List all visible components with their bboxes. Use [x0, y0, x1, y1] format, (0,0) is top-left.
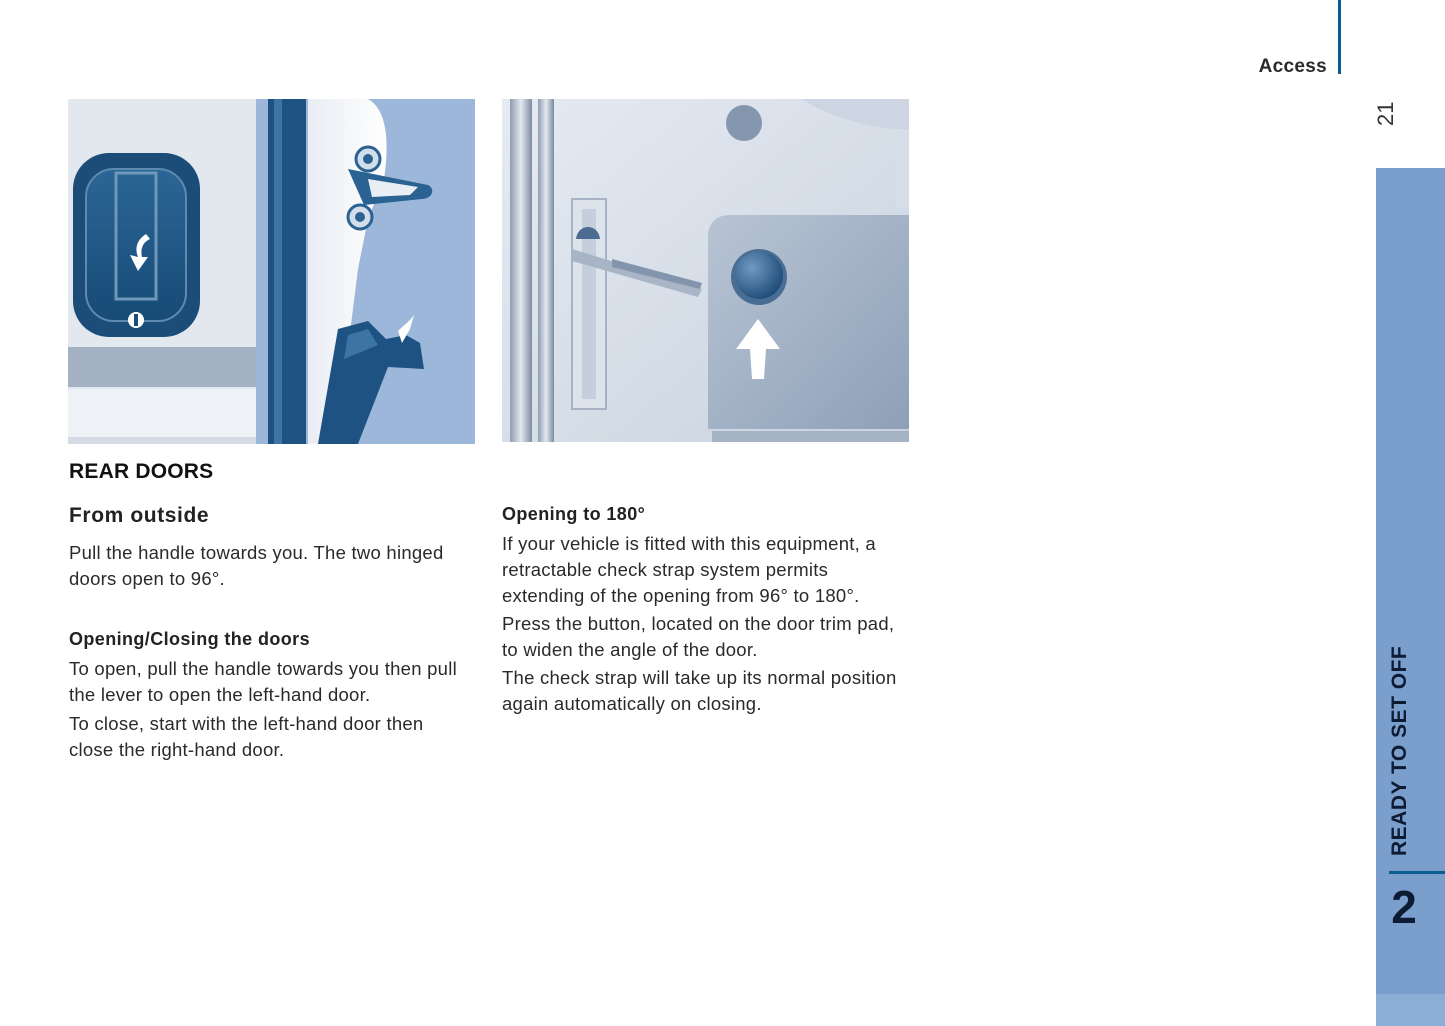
chapter-number: 2	[1391, 881, 1417, 933]
check-strap-illustration	[502, 99, 909, 442]
chapter-tab-footer	[1376, 994, 1445, 1026]
chapter-title: READY TO SET OFF	[1388, 645, 1411, 856]
press-button-paragraph: Press the button, located on the door trim pad, to widen the angle of the door.	[502, 613, 895, 660]
chapter-rule	[1389, 871, 1445, 874]
header-rule	[1338, 0, 1341, 74]
opening-paragraph: To open, pull the handle towards you then pull the lever to open the left-hand door.	[69, 658, 457, 705]
opening-180-heading: Opening to 180°	[502, 504, 646, 524]
rear-doors-title: REAR DOORS	[69, 460, 214, 483]
closing-paragraph: To close, start with the left-hand door then close the right-hand door.	[69, 713, 424, 760]
check-strap-paragraph: If your vehicle is fitted with this equipment, a retractable check strap system permits extending of the opening from 96° to 180°.	[502, 533, 876, 606]
door-handle-illustration	[68, 99, 475, 444]
page-number: 21	[1373, 101, 1398, 127]
section-header: Access	[1258, 56, 1327, 77]
closing-position-paragraph: The check strap will take up its normal position again automatically on closing.	[502, 667, 897, 714]
from-outside-subtitle: From outside	[69, 504, 210, 527]
intro-paragraph: Pull the handle towards you. The two hinged doors open to 96°.	[69, 542, 444, 589]
opening-closing-heading: Opening/Closing the doors	[69, 629, 310, 649]
